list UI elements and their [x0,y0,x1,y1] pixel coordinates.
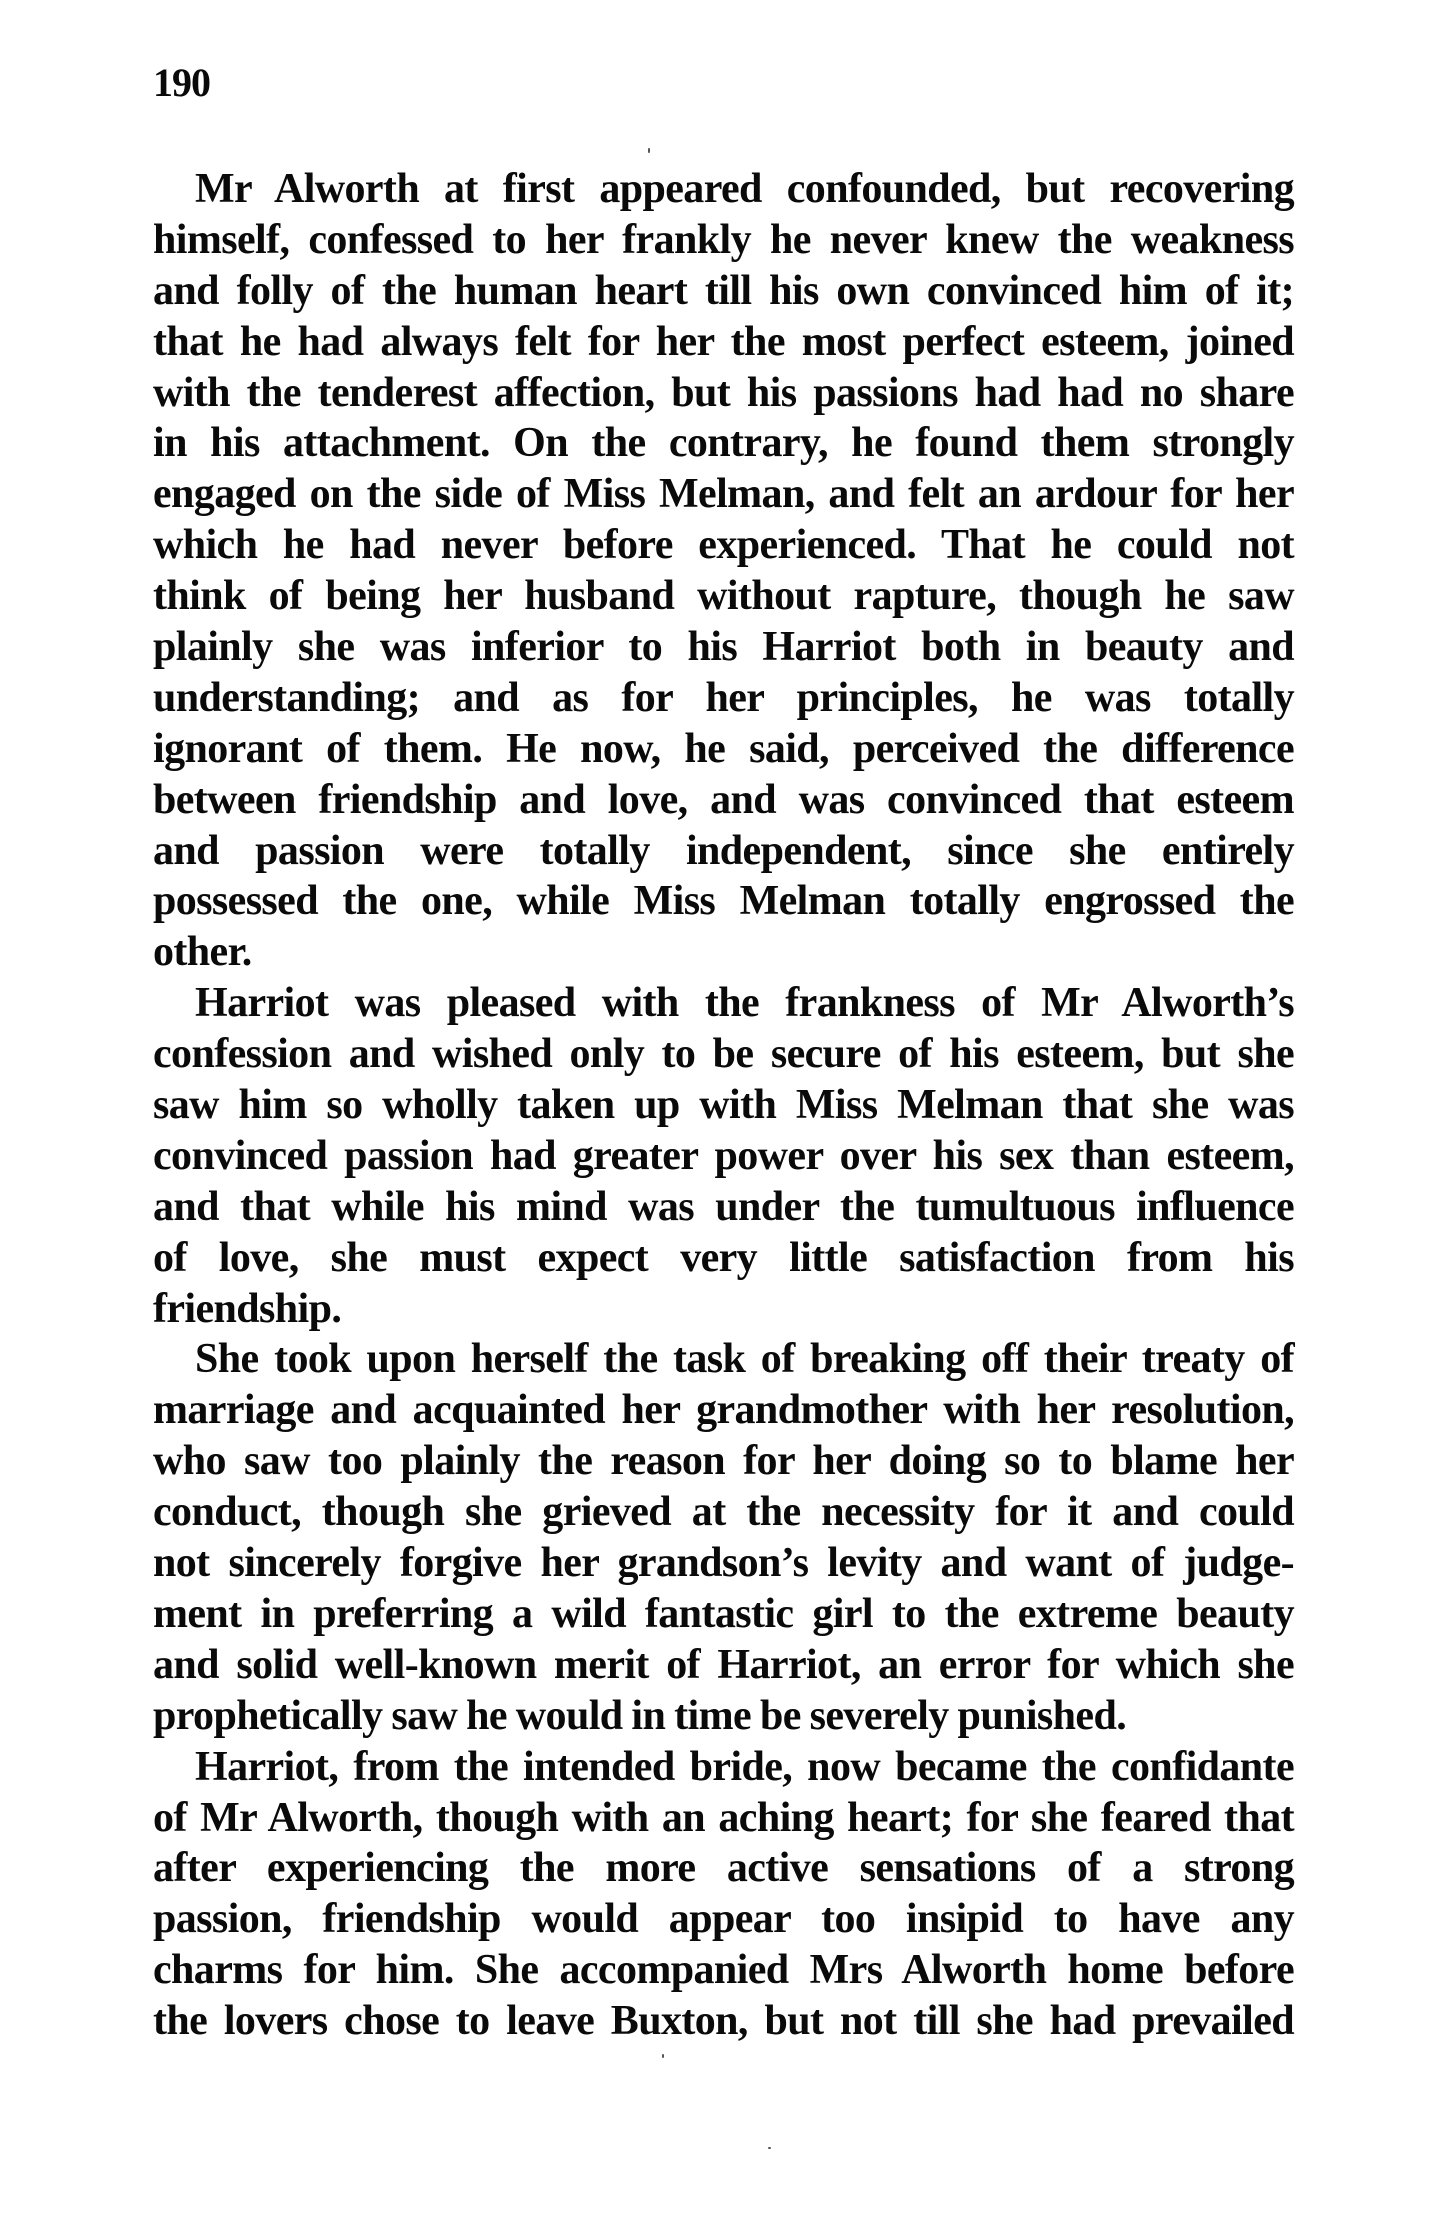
text-line: saw him so wholly taken up with Miss Melman that she was [153,1082,1294,1129]
text-line: and passion were totally independent, since she entirely [153,827,1294,874]
text-line: understanding; and as for her principles, he was totally [153,674,1294,721]
text-line: that he had always felt for her the most perfect esteem, joined [153,318,1294,365]
text-line: engaged on the side of Miss Melman, and felt an ardour for her [153,471,1294,518]
text-line: who saw too plainly the reason for her doing so to blame her [153,1438,1294,1485]
text-line: of love, she must expect very little satisfaction from his [153,1234,1294,1281]
text-line: with the tenderest affection, but his passions had had no share [153,369,1294,416]
text-line: the lovers chose to leave Buxton, but not till she had prevailed [153,1998,1294,2045]
text-line: ment in preferring a wild fantastic girl to the extreme beauty [153,1590,1294,1637]
text-line: She took upon herself the task of breaking off their treaty of [195,1336,1294,1383]
paragraph [153,1742,1294,2047]
text-line: other. [153,929,252,976]
paragraph [153,978,1294,1334]
text-line: plainly she was inferior to his Harriot both in beauty and [153,624,1294,671]
scan-speck [768,2147,771,2149]
text-line: friendship. [153,1285,342,1332]
text-line: and that while his mind was under the tumultuous influence [153,1183,1294,1230]
text-line: himself, confessed to her frankly he never knew the weakness [153,216,1294,263]
text-line: convinced passion had greater power over his sex than esteem, [153,1132,1294,1179]
text-line: which he had never before experienced. That he could not [153,522,1294,569]
text-line: prophetically saw he would in time be severely punished. [153,1692,1127,1739]
text-line: and solid well-known merit of Harriot, an error for which she [153,1641,1294,1688]
text-line: in his attachment. On the contrary, he found them strongly [153,420,1294,467]
scan-speck [648,148,650,153]
text-line: not sincerely forgive her grandson’s levity and want of judge- [153,1540,1294,1587]
text-line: after experiencing the more active sensations of a strong [153,1845,1294,1892]
text-line: Mr Alworth at first appeared confounded, but recovering [195,166,1294,212]
text-line: ignorant of them. He now, he said, perceived the difference [153,725,1294,772]
text-line: between friendship and love, and was convinced that esteem [153,776,1294,823]
body-text [153,164,1294,2047]
text-line: passion, friendship would appear too insipid to have any [153,1896,1294,1943]
paragraph [153,1334,1294,1741]
text-line: and folly of the human heart till his own convinced him of it; [153,267,1294,314]
text-line: think of being her husband without rapture, though he saw [153,573,1294,620]
text-line: Harriot, from the intended bride, now became the confidante [195,1743,1294,1790]
text-line: charms for him. She accompanied Mrs Alworth home before [153,1947,1294,1994]
text-line: marriage and acquainted her grandmother with her resolution, [153,1387,1294,1434]
page-number: 190 [153,60,210,105]
text-line: of Mr Alworth, though with an aching heart; for she feared that [153,1794,1294,1841]
paragraph [153,164,1294,978]
text-line: conduct, though she grieved at the necessity for it and could [153,1489,1294,1536]
text-line: Harriot was pleased with the frankness of Mr Alworth’s [195,980,1294,1027]
text-line: confession and wished only to be secure of his esteem, but she [153,1031,1294,1078]
scan-speck [662,2054,664,2058]
text-line: possessed the one, while Miss Melman totally engrossed the [153,878,1294,925]
